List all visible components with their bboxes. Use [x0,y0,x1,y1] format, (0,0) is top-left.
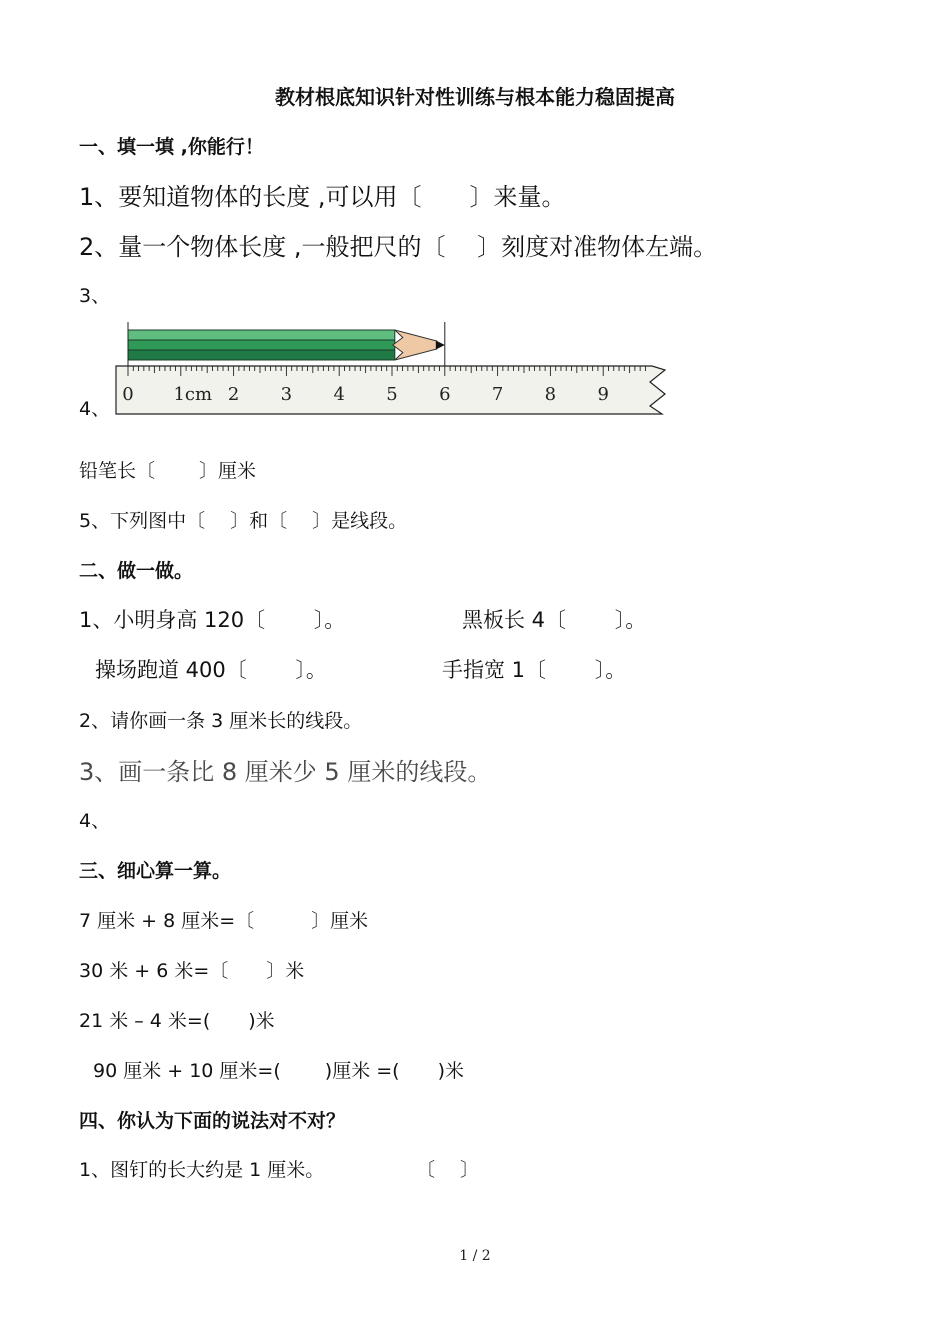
pencil-stripe [128,330,395,340]
pencil-ruler-figure [112,318,668,418]
section-4-heading: 四、你认为下面的说法对不对？ [79,1110,346,1132]
pencil-stripe [128,340,395,350]
pencil-wood [393,330,437,360]
ruler-number: 2 [227,384,240,405]
ruler-number: 1cm [173,384,213,405]
s3-expression-4: 90 厘米 + 10 厘米=( )厘米 =( )米 [93,1060,465,1082]
ruler-number: 5 [386,384,398,405]
section-1-heading: 一、填一填 ,你能行！ [79,136,264,158]
ruler-number: 4 [333,384,345,405]
pencil-lead [436,341,445,350]
s1-question-3-label: 3、 [79,285,111,307]
s2-question-4: 4、 [79,810,111,832]
s2-question-1c: 操场跑道 400〔 〕。 [95,658,327,682]
s4-answer-blank: 〔 〕 [416,1159,480,1181]
s2-question-1d: 手指宽 1〔 〕。 [442,658,627,682]
s1-question-5: 5、下列图中〔 〕和〔 〕是线段。 [79,510,408,532]
ruler-number: 0 [122,384,134,405]
s4-question-1: 1、图钉的长大约是 1 厘米。 [79,1159,325,1181]
ruler [116,366,665,414]
ruler-number: 6 [439,384,451,405]
page-number: 1 / 2 [459,1248,491,1264]
ruler-number: 9 [597,384,609,405]
section-3-heading: 三、细心算一算。 [79,860,232,882]
s2-question-1b: 黑板长 4〔 〕。 [462,608,647,632]
s2-question-3: 3、画一条比 8 厘米少 5 厘米的线段。 [79,758,492,786]
page-title: 教材根底知识针对性训练与根本能力稳固提高 [275,85,675,109]
pencil [128,322,445,366]
s1-question-2: 2、量一个物体长度 ,一般把尺的〔 〕刻度对准物体左端。 [79,233,718,261]
s1-question-4-label: 4、 [79,398,111,420]
ruler-number: 8 [544,384,557,405]
s2-question-2: 2、请你画一条 3 厘米长的线段。 [79,710,363,732]
ruler-number: 3 [280,384,293,405]
s3-expression-3: 21 米 – 4 米=( )米 [79,1010,275,1032]
pencil-stripe [128,350,395,360]
section-2-heading: 二、做一做。 [79,560,194,582]
pencil-length-question: 铅笔长〔 〕厘米 [79,460,257,482]
s1-question-1: 1、要知道物体的长度 ,可以用〔 〕来量。 [79,183,566,211]
s3-expression-1: 7 厘米 + 8 厘米=〔 〕厘米 [79,910,369,932]
s3-expression-2: 30 米 + 6 米=〔 〕米 [79,960,305,982]
s2-question-1a: 1、小明身高 120〔 〕。 [79,608,346,632]
ruler-number: 7 [491,384,504,405]
